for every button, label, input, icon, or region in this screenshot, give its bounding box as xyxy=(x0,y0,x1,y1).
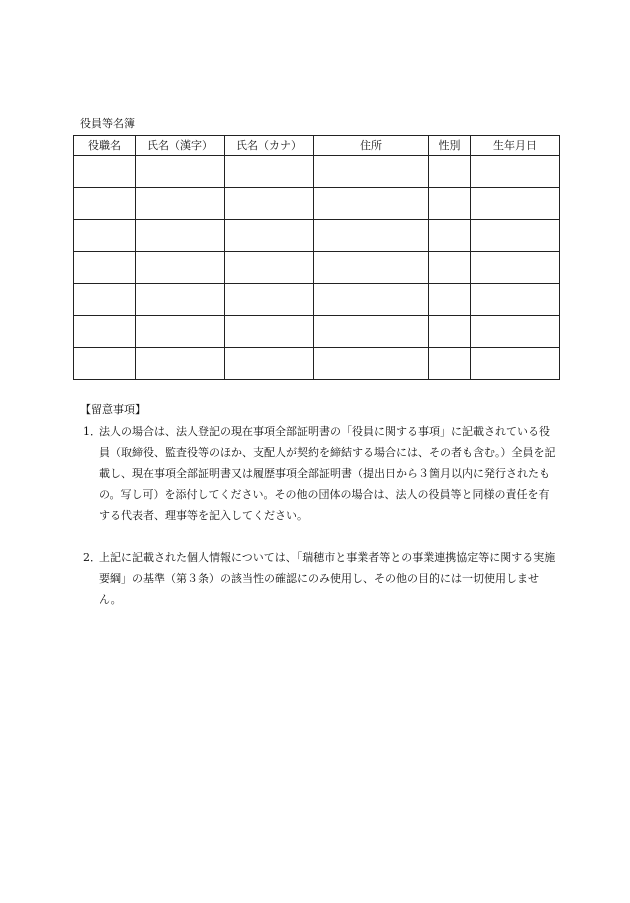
table-cell xyxy=(136,188,225,220)
header-gender: 性別 xyxy=(429,136,471,156)
table-header-row xyxy=(74,136,560,156)
table-cell xyxy=(74,220,136,252)
table-cell xyxy=(225,156,314,188)
header-birthdate: 生年月日 xyxy=(471,136,560,156)
table-cell xyxy=(74,316,136,348)
table-cell xyxy=(74,284,136,316)
table-cell xyxy=(314,348,429,380)
header-name-kana: 氏名（カナ） xyxy=(225,136,314,156)
table-cell xyxy=(74,348,136,380)
table-cell xyxy=(314,220,429,252)
table-cell xyxy=(136,252,225,284)
note-text: 法人の場合は、法人登記の現在事項全部証明書の「役員に関する事項」に記載されている役員（取締役、監査役等のほか、支配人が契約を締結する場合には、その者も含む。）全員を記載し、現在事項全部証明書又は履歴事項全部証明書（提出日から３箇月以内に発行されたもの。写し可）を添付してください。その他の団体の場合は、法人の役員等と同様の責任を有する代表者、理事等を記入してください。 xyxy=(99,425,556,522)
table-cell xyxy=(471,316,560,348)
table-cell xyxy=(74,156,136,188)
table-cell xyxy=(136,156,225,188)
table-row xyxy=(74,316,560,348)
note-item xyxy=(80,547,560,610)
notes-section xyxy=(80,399,560,631)
table-row xyxy=(74,156,560,188)
table-cell xyxy=(429,188,471,220)
table-cell xyxy=(429,316,471,348)
table-cell xyxy=(314,252,429,284)
table-cell xyxy=(136,220,225,252)
table-cell xyxy=(225,284,314,316)
officers-table xyxy=(73,135,560,380)
notes-title: 【留意事項】 xyxy=(80,403,146,416)
table-cell xyxy=(225,316,314,348)
note-number: 2． xyxy=(83,551,101,564)
table-cell xyxy=(136,284,225,316)
header-position: 役職名 xyxy=(74,136,136,156)
table-cell xyxy=(429,252,471,284)
table-cell xyxy=(74,252,136,284)
table-cell xyxy=(471,252,560,284)
note-number: 1． xyxy=(83,425,101,438)
table-cell xyxy=(314,284,429,316)
table-cell xyxy=(225,252,314,284)
table-cell xyxy=(136,348,225,380)
header-name-kanji: 氏名（漢字） xyxy=(136,136,225,156)
table-cell xyxy=(429,156,471,188)
table-row xyxy=(74,188,560,220)
document-title: 役員等名簿 xyxy=(80,117,135,130)
table-cell xyxy=(314,156,429,188)
table-cell xyxy=(225,188,314,220)
table-cell xyxy=(74,188,136,220)
table-cell xyxy=(471,188,560,220)
table-cell xyxy=(471,220,560,252)
table-cell xyxy=(429,220,471,252)
table-row xyxy=(74,284,560,316)
table-cell xyxy=(314,316,429,348)
table-cell xyxy=(471,156,560,188)
table-cell xyxy=(225,348,314,380)
table-cell xyxy=(471,284,560,316)
table-cell xyxy=(429,284,471,316)
table-cell xyxy=(136,316,225,348)
header-address: 住所 xyxy=(314,136,429,156)
table-cell xyxy=(314,188,429,220)
table-cell xyxy=(471,348,560,380)
table-row xyxy=(74,348,560,380)
table-row xyxy=(74,252,560,284)
note-item xyxy=(80,421,560,526)
table-cell xyxy=(429,348,471,380)
table-row xyxy=(74,220,560,252)
note-text: 上記に記載された個人情報については、「瑞穂市と事業者等との事業連携協定等に関する実施要綱」の基準（第３条）の該当性の確認にのみ使用し、その他の目的には一切使用しません。 xyxy=(99,551,556,606)
table-cell xyxy=(225,220,314,252)
